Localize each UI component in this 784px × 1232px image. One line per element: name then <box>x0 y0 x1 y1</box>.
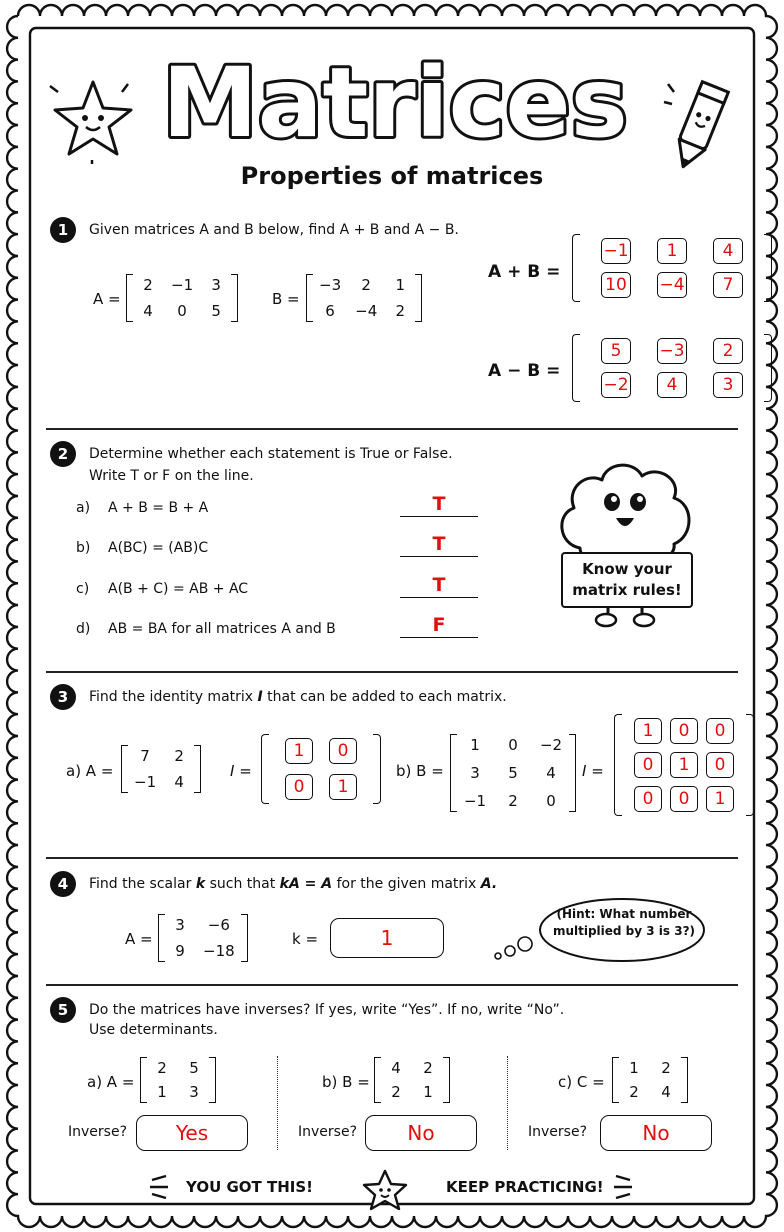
q5-matrix <box>140 1057 216 1103</box>
inverse-answer-box[interactable]: No <box>365 1115 477 1151</box>
inverse-label: Inverse? <box>298 1124 357 1140</box>
star-mascot-icon <box>48 74 138 164</box>
q4-a-label: A = <box>125 930 153 948</box>
q3-identity-2x2 <box>261 734 381 804</box>
q4-matrix-a-cell: −6 <box>207 916 230 934</box>
q1-diff-label: A − B = <box>488 361 561 381</box>
tf-item-letter: a) <box>76 500 91 516</box>
tf-answer-line[interactable]: T <box>400 573 478 598</box>
matrix-cells <box>313 274 415 322</box>
question-5-prompt-line1: Do the matrices have inverses? If yes, write “Yes”. If no, write “No”. <box>89 1002 565 1018</box>
sign-line-1: Know your <box>582 560 672 578</box>
tf-item-letter: c) <box>76 581 90 597</box>
matrix-cells <box>457 734 569 812</box>
mascot-sign <box>561 552 693 608</box>
matrix-bracket-right <box>681 1057 688 1103</box>
q3-matrix-a-cell: 4 <box>174 773 184 791</box>
q1-sum-answer-box[interactable]: −1 <box>601 238 631 264</box>
section-divider <box>46 671 738 673</box>
q1-diff-matrix <box>572 334 772 402</box>
q3-identity-3x3-answer-box[interactable]: 1 <box>634 718 662 744</box>
tf-answer-line[interactable]: T <box>400 532 478 557</box>
matrix-bracket-right <box>194 745 201 793</box>
matrix-cells <box>619 1057 681 1103</box>
matrix-bracket-right <box>241 914 248 962</box>
q3-identity-2x2-answer-box[interactable]: 1 <box>285 738 313 764</box>
page-title <box>140 44 650 164</box>
sparkle-left-icon <box>148 1174 172 1200</box>
q4-matrix-a-cell: 9 <box>175 942 185 960</box>
matrix-bracket-left <box>126 274 133 322</box>
matrix-cells <box>165 914 241 962</box>
q1-sum-label: A + B = <box>488 262 561 282</box>
matrix-cells <box>580 234 764 302</box>
tf-answer-line[interactable]: F <box>400 613 478 638</box>
question-2-prompt-line1: Determine whether each statement is True or False. <box>89 446 453 462</box>
q5-matrix-cell: 2 <box>661 1059 671 1077</box>
q1-sum-answer-box[interactable]: 7 <box>713 272 743 298</box>
q1-diff-answer-box[interactable]: 4 <box>657 372 687 398</box>
q1-diff-answer-box[interactable]: 5 <box>601 338 631 364</box>
matrix-cells <box>269 734 373 804</box>
matrix-bracket-right <box>764 234 772 302</box>
q1-matrix-a-cell: 2 <box>143 276 153 294</box>
q3-identity-3x3-answer-box[interactable]: 1 <box>706 786 734 812</box>
q1-diff-answer-box[interactable]: 3 <box>713 372 743 398</box>
q5-matrix-cell: 2 <box>391 1083 401 1101</box>
question-5-prompt-line2: Use determinants. <box>89 1022 218 1038</box>
q3-matrix-b-cell: −2 <box>539 736 563 754</box>
matrix-cells <box>133 274 231 322</box>
q1-diff-answer-box[interactable]: 2 <box>713 338 743 364</box>
q3-i-label-a: I = <box>230 762 252 780</box>
q1-sum-answer-box[interactable]: 10 <box>601 272 631 298</box>
q3-matrix-a-cell: 7 <box>140 747 150 765</box>
q3-matrix-b <box>450 734 576 812</box>
hint-line-1: (Hint: What number <box>556 907 692 921</box>
q3-identity-3x3 <box>614 714 754 816</box>
matrix-bracket-left <box>572 334 580 402</box>
matrix-cells <box>147 1057 209 1103</box>
q4-prompt-var: k <box>195 876 206 892</box>
column-separator <box>277 1056 278 1150</box>
svg-text:Matrices: Matrices <box>162 47 628 159</box>
hint-line-2: multiplied by 3 is 3?) <box>552 924 696 938</box>
q1-matrix-b-cell: 2 <box>361 276 371 294</box>
q4-prompt-end: A. <box>480 876 498 892</box>
q1-sum-answer-box[interactable]: −4 <box>657 272 687 298</box>
q1-matrix-a-cell: 5 <box>211 302 221 320</box>
q3-identity-2x2-answer-box[interactable]: 0 <box>329 738 357 764</box>
q5-matrix <box>612 1057 688 1103</box>
q3-prompt-var: I <box>257 689 263 705</box>
matrix-bracket-right <box>415 274 422 322</box>
tf-item-statement: AB = BA for all matrices A and B <box>108 621 336 637</box>
column-separator <box>507 1056 508 1150</box>
q3-matrix-a <box>121 745 201 793</box>
tf-item-letter: b) <box>76 540 91 556</box>
matrix-cells <box>381 1057 443 1103</box>
matrix-bracket-left <box>450 734 457 812</box>
q1-sum-answer-box[interactable]: 4 <box>713 238 743 264</box>
matrix-bracket-left <box>306 274 313 322</box>
matrix-cells <box>580 334 764 402</box>
q3-identity-2x2-answer-box[interactable]: 1 <box>329 774 357 800</box>
q5-matrix-cell: 1 <box>629 1059 639 1077</box>
q4-prompt-post: for the given matrix <box>332 876 481 892</box>
q5-matrix-cell: 1 <box>423 1083 433 1101</box>
inverse-answer-box[interactable]: No <box>600 1115 712 1151</box>
matrix-bracket-left <box>140 1057 147 1103</box>
question-4-prompt <box>89 873 497 895</box>
q3-matrix-b-cell: 0 <box>546 792 556 810</box>
question-1-prompt: Given matrices A and B below, find A + B and A − B. <box>89 222 459 238</box>
q3-identity-3x3-answer-box[interactable]: 0 <box>670 786 698 812</box>
sign-line-2: matrix rules! <box>572 581 682 599</box>
q5-matrix-label: a) A = <box>87 1073 135 1091</box>
matrix-bracket-right <box>764 334 772 402</box>
matrix-bracket-left <box>121 745 128 793</box>
q5-matrix-label: b) B = <box>322 1073 370 1091</box>
q4-k-label: k = <box>292 930 319 948</box>
footer-right-text: KEEP PRACTICING! <box>446 1178 604 1196</box>
q4-prompt-pre: Find the scalar <box>89 876 196 892</box>
q5-matrix <box>374 1057 450 1103</box>
q3-matrix-b-cell: 4 <box>546 764 556 782</box>
q3-identity-2x2-answer-box[interactable]: 0 <box>285 774 313 800</box>
q3-a-label: a) A = <box>66 762 114 780</box>
page-subtitle: Properties of matrices <box>240 162 544 190</box>
q3-identity-3x3-answer-box[interactable]: 0 <box>706 752 734 778</box>
q3-matrix-a-cell: 2 <box>174 747 184 765</box>
q3-identity-3x3-answer-box[interactable]: 0 <box>706 718 734 744</box>
section-divider <box>46 428 738 430</box>
q3-prompt-post: that can be added to each matrix. <box>262 689 507 705</box>
question-number-1: 1 <box>50 217 76 243</box>
q5-matrix-cell: 2 <box>157 1059 167 1077</box>
matrix-cells <box>128 745 194 793</box>
q3-b-label: b) B = <box>396 762 444 780</box>
matrix-bracket-left <box>572 234 580 302</box>
question-number-4: 4 <box>50 871 76 897</box>
q1-matrix-b <box>306 274 422 322</box>
matrix-bracket-right <box>231 274 238 322</box>
matrix-bracket-left <box>158 914 165 962</box>
q4-matrix-a-cell: 3 <box>175 916 185 934</box>
q3-matrix-b-cell: −1 <box>463 792 487 810</box>
q4-prompt-mid: such that <box>205 876 280 892</box>
q1-sum-answer-box[interactable]: 1 <box>657 238 687 264</box>
q4-prompt-eq: kA = A <box>279 876 333 892</box>
section-divider <box>46 857 738 859</box>
tf-item-statement: A(B + C) = AB + AC <box>108 581 249 597</box>
q1-sum-matrix <box>572 234 772 302</box>
tf-answer-line[interactable]: T <box>400 492 478 517</box>
q3-i-label-b: I = <box>582 762 604 780</box>
q3-identity-3x3-answer-box[interactable]: 0 <box>634 786 662 812</box>
inverse-label: Inverse? <box>68 1124 127 1140</box>
matrix-bracket-right <box>746 714 754 816</box>
q1-matrix-b-cell: 2 <box>395 302 406 320</box>
q4-matrix-a <box>158 914 248 962</box>
q5-matrix-cell: 3 <box>189 1083 199 1101</box>
q4-k-answer-box[interactable]: 1 <box>330 918 444 958</box>
question-number-5: 5 <box>50 997 76 1023</box>
tf-item-statement: A(BC) = (AB)C <box>108 540 209 556</box>
q1-diff-answer-box[interactable]: −3 <box>657 338 687 364</box>
section-divider <box>46 984 738 986</box>
hint-text <box>546 906 702 940</box>
q1-matrix-b-label: B = <box>272 290 300 308</box>
q4-matrix-a-cell: −18 <box>203 942 235 960</box>
q3-matrix-b-cell: 2 <box>508 792 518 810</box>
footer-star-icon <box>360 1168 410 1212</box>
matrix-bracket-left <box>374 1057 381 1103</box>
q3-matrix-b-cell: 0 <box>508 736 518 754</box>
q1-matrix-a-cell: 3 <box>211 276 221 294</box>
q5-matrix-cell: 2 <box>423 1059 433 1077</box>
q1-matrix-a-cell: −1 <box>171 276 194 294</box>
matrix-bracket-left <box>614 714 622 816</box>
q3-matrix-a-cell: −1 <box>134 773 157 791</box>
matrix-bracket-right <box>373 734 381 804</box>
inverse-answer-box[interactable]: Yes <box>136 1115 248 1151</box>
q3-identity-3x3-answer-box[interactable]: 0 <box>670 718 698 744</box>
q5-matrix-cell: 2 <box>629 1083 639 1101</box>
q1-matrix-a-label: A = <box>93 290 121 308</box>
q5-matrix-cell: 4 <box>391 1059 401 1077</box>
q3-identity-3x3-answer-box[interactable]: 0 <box>634 752 662 778</box>
sparkle-right-icon <box>610 1174 634 1200</box>
footer-left-text: YOU GOT THIS! <box>186 1178 314 1196</box>
matrix-cells <box>622 714 746 816</box>
question-3-prompt <box>89 686 507 708</box>
matrix-bracket-right <box>569 734 576 812</box>
q1-matrix-a-cell: 0 <box>177 302 187 320</box>
matrix-bracket-right <box>209 1057 216 1103</box>
q3-matrix-b-cell: 3 <box>470 764 480 782</box>
q5-matrix-cell: 4 <box>661 1083 671 1101</box>
q1-matrix-b-cell: 1 <box>395 276 406 294</box>
q3-identity-3x3-answer-box[interactable]: 1 <box>670 752 698 778</box>
matrix-bracket-left <box>612 1057 619 1103</box>
q1-matrix-b-cell: 6 <box>325 302 335 320</box>
q5-matrix-cell: 5 <box>189 1059 199 1077</box>
q5-matrix-cell: 1 <box>157 1083 167 1101</box>
tf-item-statement: A + B = B + A <box>108 500 209 516</box>
q1-matrix-b-cell: −3 <box>319 276 342 294</box>
question-number-3: 3 <box>50 684 76 710</box>
inverse-label: Inverse? <box>528 1124 587 1140</box>
q5-matrix-label: c) C = <box>558 1073 605 1091</box>
q1-matrix-b-cell: −4 <box>355 302 378 320</box>
q3-matrix-b-cell: 5 <box>508 764 518 782</box>
q3-matrix-b-cell: 1 <box>470 736 480 754</box>
q1-matrix-a <box>126 274 238 322</box>
matrix-bracket-left <box>261 734 269 804</box>
question-2-prompt-line2: Write T or F on the line. <box>89 468 254 484</box>
question-number-2: 2 <box>50 441 76 467</box>
q1-diff-answer-box[interactable]: −2 <box>601 372 631 398</box>
q3-prompt-pre: Find the identity matrix <box>89 689 258 705</box>
matrix-bracket-right <box>443 1057 450 1103</box>
q1-matrix-a-cell: 4 <box>143 302 153 320</box>
tf-item-letter: d) <box>76 621 91 637</box>
